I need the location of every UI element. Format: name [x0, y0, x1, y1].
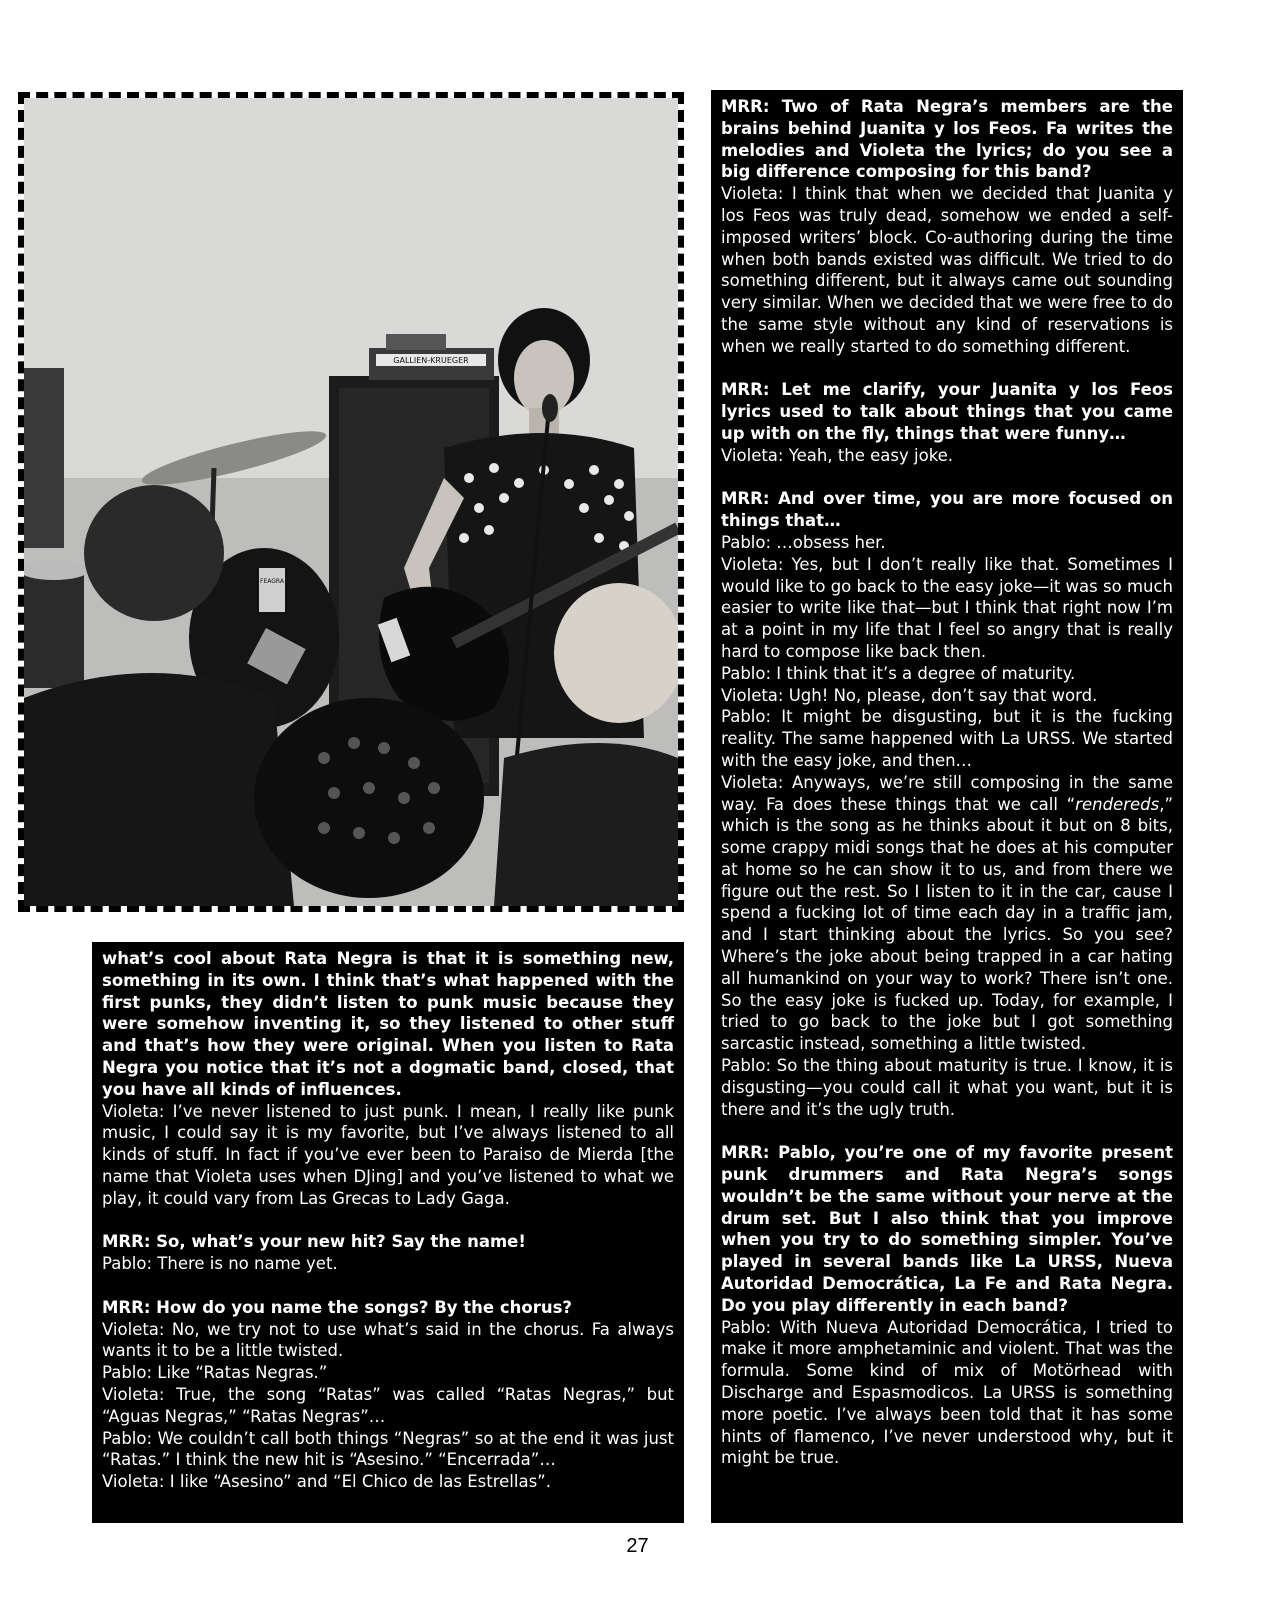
interview-question: MRR: How do you name the songs? By the chorus?: [102, 1297, 572, 1317]
interview-answer: Pablo: Like “Ratas Negras.”: [102, 1363, 328, 1383]
interview-answer: [721, 772, 1173, 1055]
interview-answer: Pablo: So the thing about maturity is true. I know, it is disgusting—you could call it what you want, but it is there and it’s the ugly truth.: [721, 1056, 1173, 1119]
answer-text: ,” which is the song as he thinks about it but on 8 bits, some crappy midi songs that he does at his computer at home so he can show it to us, and from there we figure out the rest. So I listen to it in the car, cause I spend a fucking lot of time each day in a traffic jam, and I start thinking about the lyrics. So you see? Where’s the joke about being trapped in a car hating all humankind on your way to work? There isn’t one. So the easy joke is fucked up. Today, for example, I tried to go back to the joke but I got something sarcastic instead, something a little twisted.: [721, 794, 1173, 1054]
audience-shirt-right: [494, 743, 678, 906]
answer-emphasis: rendereds: [1075, 794, 1160, 814]
interview-answer: Violeta: True, the song “Ratas” was called “Ratas Negras,” but “Aguas Negras,” “Ratas Negras”…: [102, 1384, 674, 1426]
interview-answer: Pablo: With Nueva Autoridad Democrática, I tried to make it more amphetaminic and violent. That was the formula. Some kind of mix of Motörhead with Discharge and Espasmodicos. La URSS is something more poetic. I’ve always been told that it has some hints of flamenco, I’ve never understood why, but it might be true.: [721, 1317, 1173, 1468]
interview-answer: Violeta: I’ve never listened to just punk. I mean, I really like punk music, I could say it is my favorite, but I’ve always listened to all kinds of stuff. In fact if you’ve ever been to Paraiso de Mierda [the name that Violeta uses when DJing] and you’ve listened to what we play, it could vary from Las Grecas to Lady Gaga.: [102, 1101, 674, 1208]
interview-answer: Pablo: We couldn’t call both things “Negras” so at the end it was just “Ratas.” I think the new hit is “Asesino.” “Encerrada”…: [102, 1428, 674, 1470]
drummer: [24, 368, 64, 548]
audience-blonde-head: [554, 583, 678, 723]
interview-answer: Violeta: I like “Asesino” and “El Chico de las Estrellas”.: [102, 1472, 551, 1492]
drum-sticker-label: FEAGRA: [260, 578, 284, 585]
audience-shirt-left: [24, 673, 294, 906]
concert-photo-illustration: [24, 98, 678, 906]
article-column-left: [92, 942, 684, 1523]
floor-tom: [24, 568, 84, 688]
article-column-right: [711, 90, 1183, 1523]
interview-question: MRR: Pablo, you’re one of my favorite present punk drummers and Rata Negra’s songs wouldn’t be the same without your nerve at the drum set. But I also think that you improve when you try to do something simpler. You’ve played in several bands like La URSS, Nueva Autoridad Democrática, La Fe and Rata Negra. Do you play differently in each band?: [721, 1143, 1173, 1315]
concert-photo: [18, 92, 684, 912]
interview-answer: Violeta: Yes, but I don’t really like that. Sometimes I would like to go back to the easy joke—it was so much easier to write like that—but I think that right now I’m at a point in my life that I feel so angry that is really hard to compose like back then.: [721, 554, 1174, 661]
interview-question: MRR: Let me clarify, your Juanita y los Feos lyrics used to talk about things that you came up with on the fly, things that were funny…: [721, 380, 1173, 443]
interview-answer: Pablo: It might be disgusting, but it is the fucking reality. The same happened with La URSS. We started with the easy joke, and then…: [721, 707, 1173, 770]
interview-question: MRR: And over time, you are more focused on things that…: [721, 489, 1173, 531]
amp-brand-label: GALLIEN-KRUEGER: [393, 356, 469, 365]
microphone: [542, 394, 558, 422]
interview-answer: Pablo: …obsess her.: [721, 532, 886, 552]
interview-answer: Pablo: I think that it’s a degree of maturity.: [721, 663, 1076, 683]
page-number: 27: [626, 1535, 649, 1557]
interview-answer: Violeta: Yeah, the easy joke.: [721, 445, 954, 465]
interview-answer: Pablo: There is no name yet.: [102, 1254, 338, 1274]
interview-answer: Violeta: I think that when we decided that Juanita y los Feos was truly dead, somehow we ended a self-imposed writers’ block. Co-authoring during the time when both bands existed was difficult. We tried to do something different, but it always came out sounding very similar. When we decided that we were free to do the same style without any kind of reservations is when we really started to do something different.: [721, 184, 1173, 356]
interview-question: what’s cool about Rata Negra is that it is something new, something in its own. I think that’s what happened with the first punks, they didn’t listen to punk music because they were somehow inventing it, so they listened to other stuff and that’s how they were original. When you listen to Rata Negra you notice that it’s not a dogmatic band, closed, that you have all kinds of influences.: [102, 949, 674, 1099]
audience-head-left: [84, 485, 224, 621]
audience-curly-hair: [254, 698, 484, 898]
interview-answer: Violeta: No, we try not to use what’s said in the chorus. Fa always wants it to be a little twisted.: [102, 1319, 674, 1361]
interview-question: MRR: Two of Rata Negra’s members are the brains behind Juanita y los Feos. Fa writes the melodies and Violeta the lyrics; do you see a big difference composing for this band?: [721, 97, 1173, 182]
interview-question: MRR: So, what’s your new hit? Say the name!: [102, 1232, 526, 1252]
answer-text: Violeta: Anyways, we’re still composing in the same way. Fa does these things that we call “: [721, 772, 1173, 814]
interview-answer: Violeta: Ugh! No, please, don’t say that word.: [721, 685, 1098, 705]
